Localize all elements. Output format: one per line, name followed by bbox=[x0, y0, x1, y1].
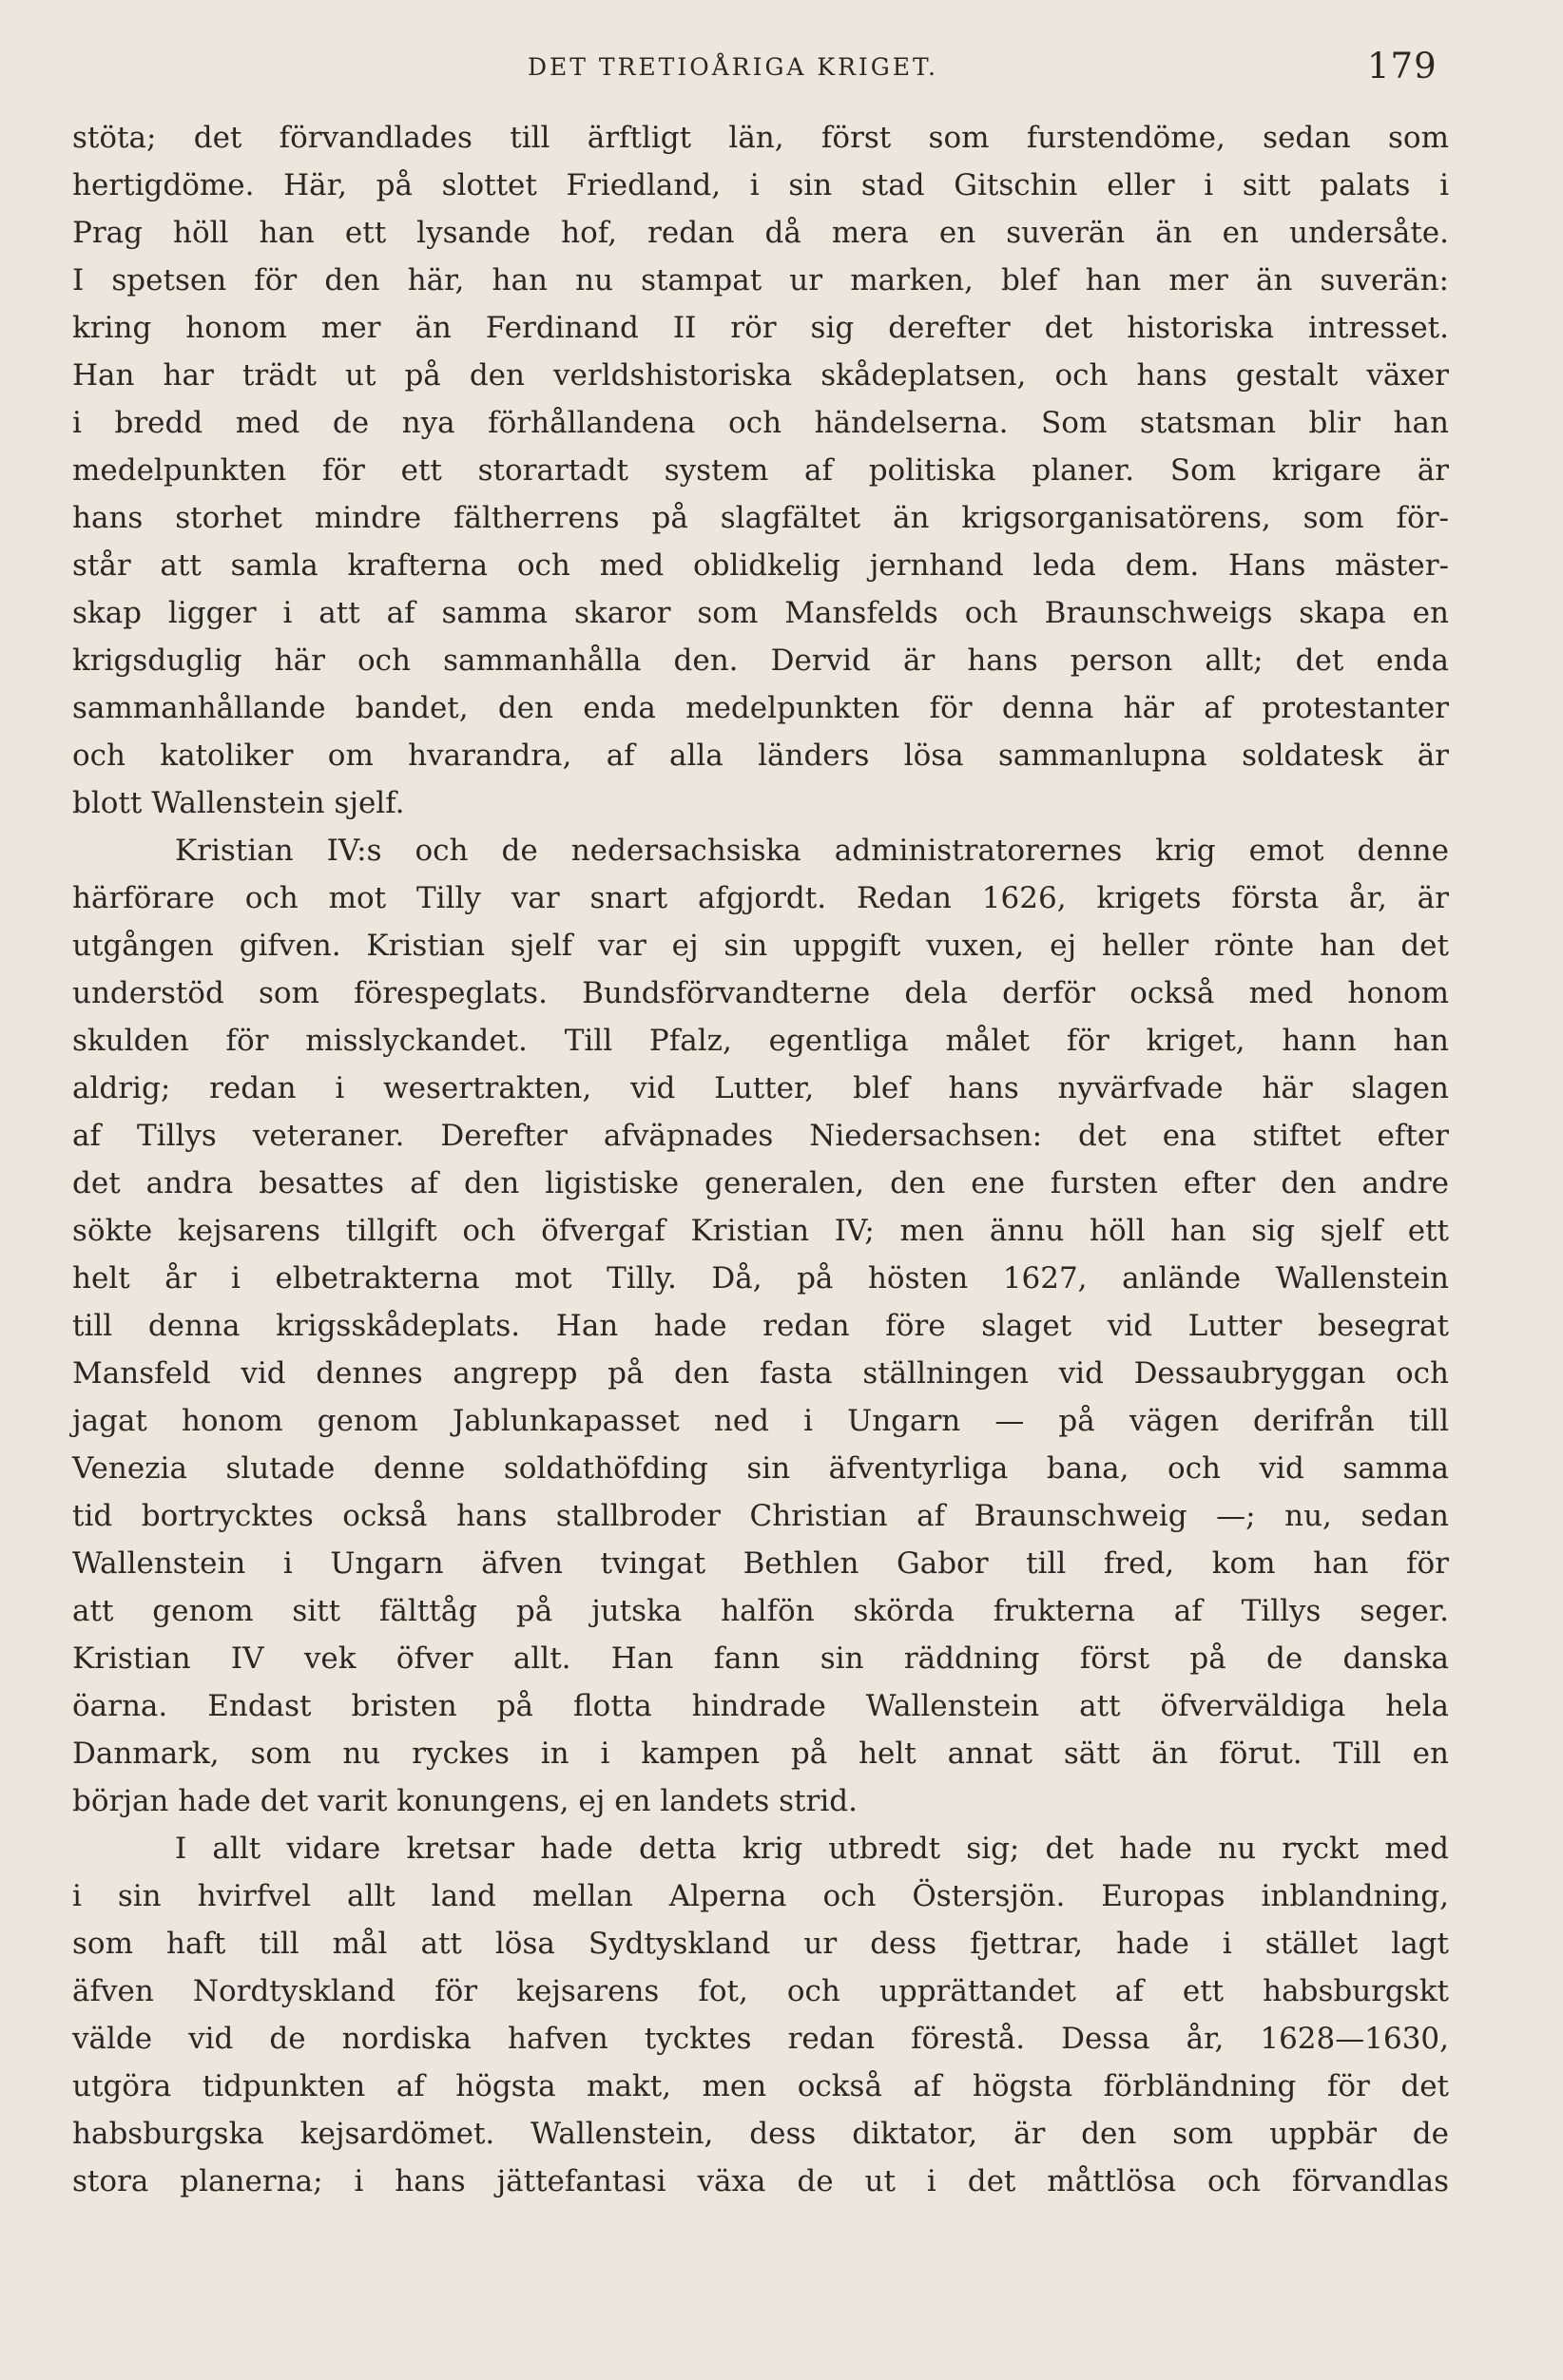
text-line: öarna. Endast bristen på flotta hindrade Wallenstein att öfverväldiga hela bbox=[72, 1689, 1449, 1723]
text-line: skulden för misslyckandet. Till Pfalz, egentliga målet för kriget, hann han bbox=[72, 1024, 1449, 1058]
text-line: hertigdöme. Här, på slottet Friedland, i sin stad Gitschin eller i sitt palats i bbox=[72, 168, 1449, 202]
text-line: krigsduglig här och sammanhålla den. Dervid är hans person allt; det enda bbox=[72, 643, 1449, 678]
text-line: står att samla krafterna och med oblidkelig jernhand leda dem. Hans mäster- bbox=[72, 548, 1449, 583]
text-line: sammanhållande bandet, den enda medelpunkten för denna här af protestanter bbox=[72, 691, 1449, 725]
running-title: DET TRETIOÅRIGA KRIGET. bbox=[528, 53, 938, 81]
text-line: helt år i elbetrakterna mot Tilly. Då, på hösten 1627, anlände Wallenstein bbox=[72, 1261, 1449, 1296]
paragraph-end-line: blott Wallenstein sjelf. bbox=[72, 786, 405, 820]
body-text bbox=[72, 114, 1449, 2205]
text-line: i sin hvirfvel allt land mellan Alperna och Östersjön. Europas inblandning, bbox=[72, 1879, 1449, 1913]
text-line: stöta; det förvandlades till ärftligt län, först som furstendöme, sedan som bbox=[72, 121, 1449, 155]
page-number: 179 bbox=[1367, 46, 1438, 86]
text-line: hans storhet mindre fältherrens på slagfältet än krigsorganisatörens, som för- bbox=[72, 501, 1449, 535]
text-line: utgången gifven. Kristian sjelf var ej sin uppgift vuxen, ej heller rönte han det bbox=[72, 929, 1449, 963]
text-line: stora planerna; i hans jättefantasi växa de ut i det måttlösa och förvandlas bbox=[72, 2164, 1449, 2198]
paragraph-end-line: början hade det varit konungens, ej en landets strid. bbox=[72, 1784, 858, 1818]
text-line: af Tillys veteraner. Derefter afväpnades Niedersachsen: det ena stiftet efter bbox=[72, 1119, 1449, 1153]
text-line: Venezia slutade denne soldathöfding sin äfventyrliga bana, och vid samma bbox=[72, 1451, 1449, 1486]
text-line: Danmark, som nu ryckes in i kampen på helt annat sätt än förut. Till en bbox=[72, 1737, 1449, 1771]
text-line: härförare och mot Tilly var snart afgjordt. Redan 1626, krigets första år, är bbox=[72, 881, 1449, 915]
text-line: som haft till mål att lösa Sydtyskland ur dess fjettrar, hade i stället lagt bbox=[72, 1927, 1449, 1961]
text-line: understöd som förespeglats. Bundsförvandterne dela derför också med honom bbox=[72, 976, 1449, 1010]
text-line: det andra besattes af den ligistiske generalen, den ene fursten efter den andre bbox=[72, 1166, 1449, 1200]
text-line: jagat honom genom Jablunkapasset ned i Ungarn — på vägen derifrån till bbox=[72, 1404, 1449, 1438]
text-line: och katoliker om hvarandra, af alla länders lösa sammanlupna soldatesk är bbox=[72, 739, 1449, 773]
running-head bbox=[0, 46, 1563, 84]
paragraph-start-line: Kristian IV:s och de nedersachsiska administratorernes krig emot denne bbox=[175, 834, 1449, 868]
text-line: utgöra tidpunkten af högsta makt, men också af högsta förbländning för det bbox=[72, 2069, 1449, 2103]
text-line: att genom sitt fälttåg på jutska halfön skörda frukterna af Tillys seger. bbox=[72, 1594, 1449, 1628]
text-line: Wallenstein i Ungarn äfven tvingat Bethlen Gabor till fred, kom han för bbox=[72, 1546, 1449, 1581]
text-line: äfven Nordtyskland för kejsarens fot, och upprättandet af ett habsburgskt bbox=[72, 1974, 1449, 2008]
text-line: aldrig; redan i wesertrakten, vid Lutter, blef hans nyvärfvade här slagen bbox=[72, 1071, 1449, 1105]
text-line: till denna krigsskådeplats. Han hade redan före slaget vid Lutter besegrat bbox=[72, 1309, 1449, 1343]
text-line: medelpunkten för ett storartadt system af politiska planer. Som krigare är bbox=[72, 453, 1449, 488]
text-line: skap ligger i att af samma skaror som Mansfelds och Braunschweigs skapa en bbox=[72, 596, 1449, 630]
text-line: Han har trädt ut på den verldshistoriska skådeplatsen, och hans gestalt växer bbox=[72, 358, 1449, 393]
text-line: i bredd med de nya förhållandena och händelserna. Som statsman blir han bbox=[72, 406, 1449, 440]
text-line: kring honom mer än Ferdinand II rör sig derefter det historiska intresset. bbox=[72, 311, 1449, 345]
text-line: Prag höll han ett lysande hof, redan då mera en suverän än en undersåte. bbox=[72, 216, 1449, 250]
text-line: Mansfeld vid dennes angrepp på den fasta ställningen vid Dessaubryggan och bbox=[72, 1356, 1449, 1391]
text-line: tid bortrycktes också hans stallbroder Christian af Braunschweig —; nu, sedan bbox=[72, 1499, 1449, 1533]
text-line: I spetsen för den här, han nu stampat ur marken, blef han mer än suverän: bbox=[72, 263, 1449, 298]
text-line: sökte kejsarens tillgift och öfvergaf Kristian IV; men ännu höll han sig sjelf ett bbox=[72, 1214, 1449, 1248]
text-line: habsburgska kejsardömet. Wallenstein, dess diktator, är den som uppbär de bbox=[72, 2117, 1449, 2151]
text-line: Kristian IV vek öfver allt. Han fann sin räddning först på de danska bbox=[72, 1641, 1449, 1676]
paragraph-start-line: I allt vidare kretsar hade detta krig utbredt sig; det hade nu ryckt med bbox=[175, 1832, 1449, 1866]
text-line: välde vid de nordiska hafven tycktes redan förestå. Dessa år, 1628—1630, bbox=[72, 2022, 1449, 2056]
